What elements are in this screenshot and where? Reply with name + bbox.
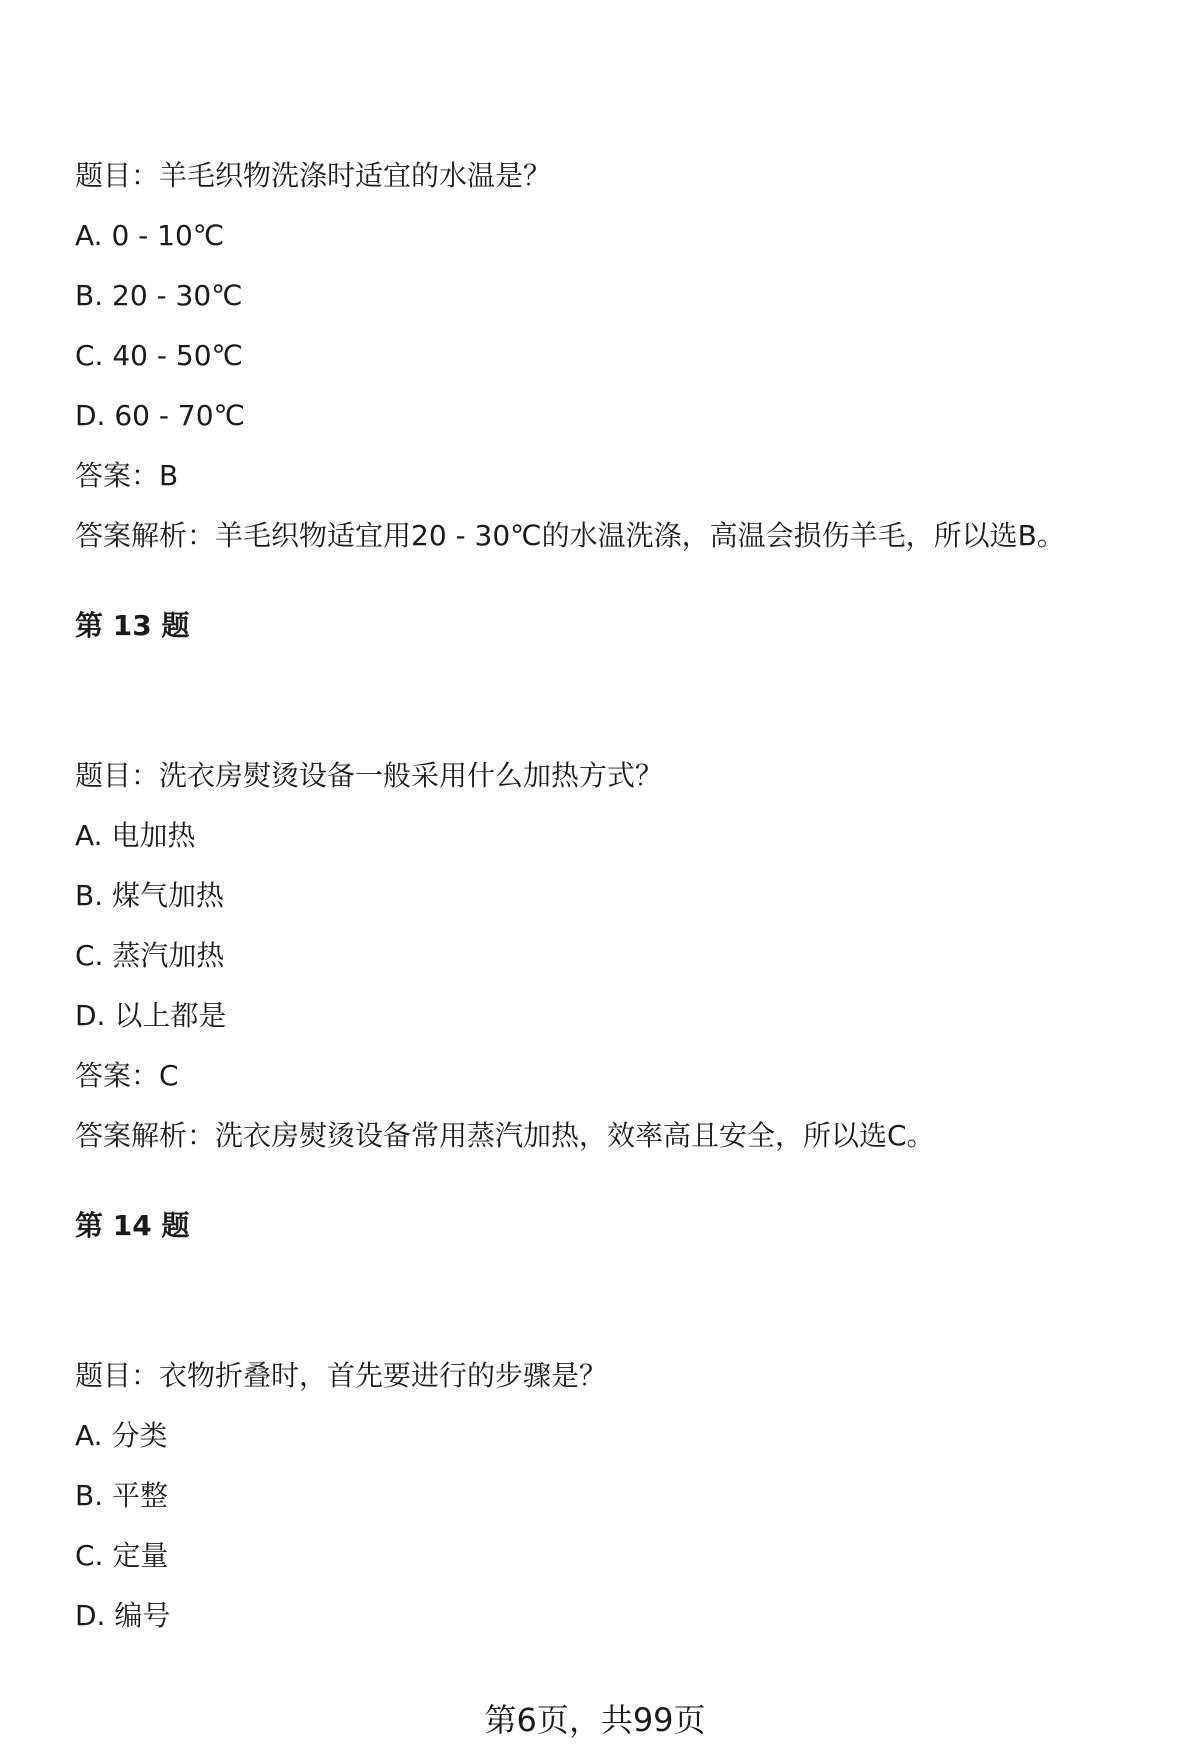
page-footer: 第6页，共99页 — [484, 1701, 706, 1739]
q14-heading: 第 14 题 — [75, 1209, 190, 1242]
q14-option-d: D. 编号 — [75, 1599, 171, 1632]
q12-answer: 答案：B — [75, 459, 179, 492]
q14-option-b: B. 平整 — [75, 1479, 169, 1512]
q12-option-d: D. 60 - 70℃ — [75, 399, 245, 432]
q13-option-d: D. 以上都是 — [75, 999, 227, 1032]
q12-option-b: B. 20 - 30℃ — [75, 279, 243, 312]
q14-option-c: C. 定量 — [75, 1539, 169, 1572]
q13-heading: 第 13 题 — [75, 609, 190, 642]
q13-option-a: A. 电加热 — [75, 819, 196, 852]
q13-answer: 答案：C — [75, 1059, 179, 1092]
q13-option-c: C. 蒸汽加热 — [75, 939, 225, 972]
q14-question: 题目：衣物折叠时，首先要进行的步骤是？ — [75, 1359, 608, 1392]
q13-question: 题目：洗衣房熨烫设备一般采用什么加热方式？ — [75, 759, 664, 792]
q12-question: 题目：羊毛织物洗涤时适宜的水温是？ — [75, 159, 552, 192]
q13-explanation: 答案解析：洗衣房熨烫设备常用蒸汽加热，效率高且安全，所以选C。 — [75, 1119, 935, 1152]
q12-option-c: C. 40 - 50℃ — [75, 339, 243, 372]
q12-option-a: A. 0 - 10℃ — [75, 219, 225, 252]
q14-option-a: A. 分类 — [75, 1419, 168, 1452]
q13-option-b: B. 煤气加热 — [75, 879, 225, 912]
q12-explanation: 答案解析：羊毛织物适宜用20 - 30℃的水温洗涤，高温会损伤羊毛，所以选B。 — [75, 519, 1065, 552]
